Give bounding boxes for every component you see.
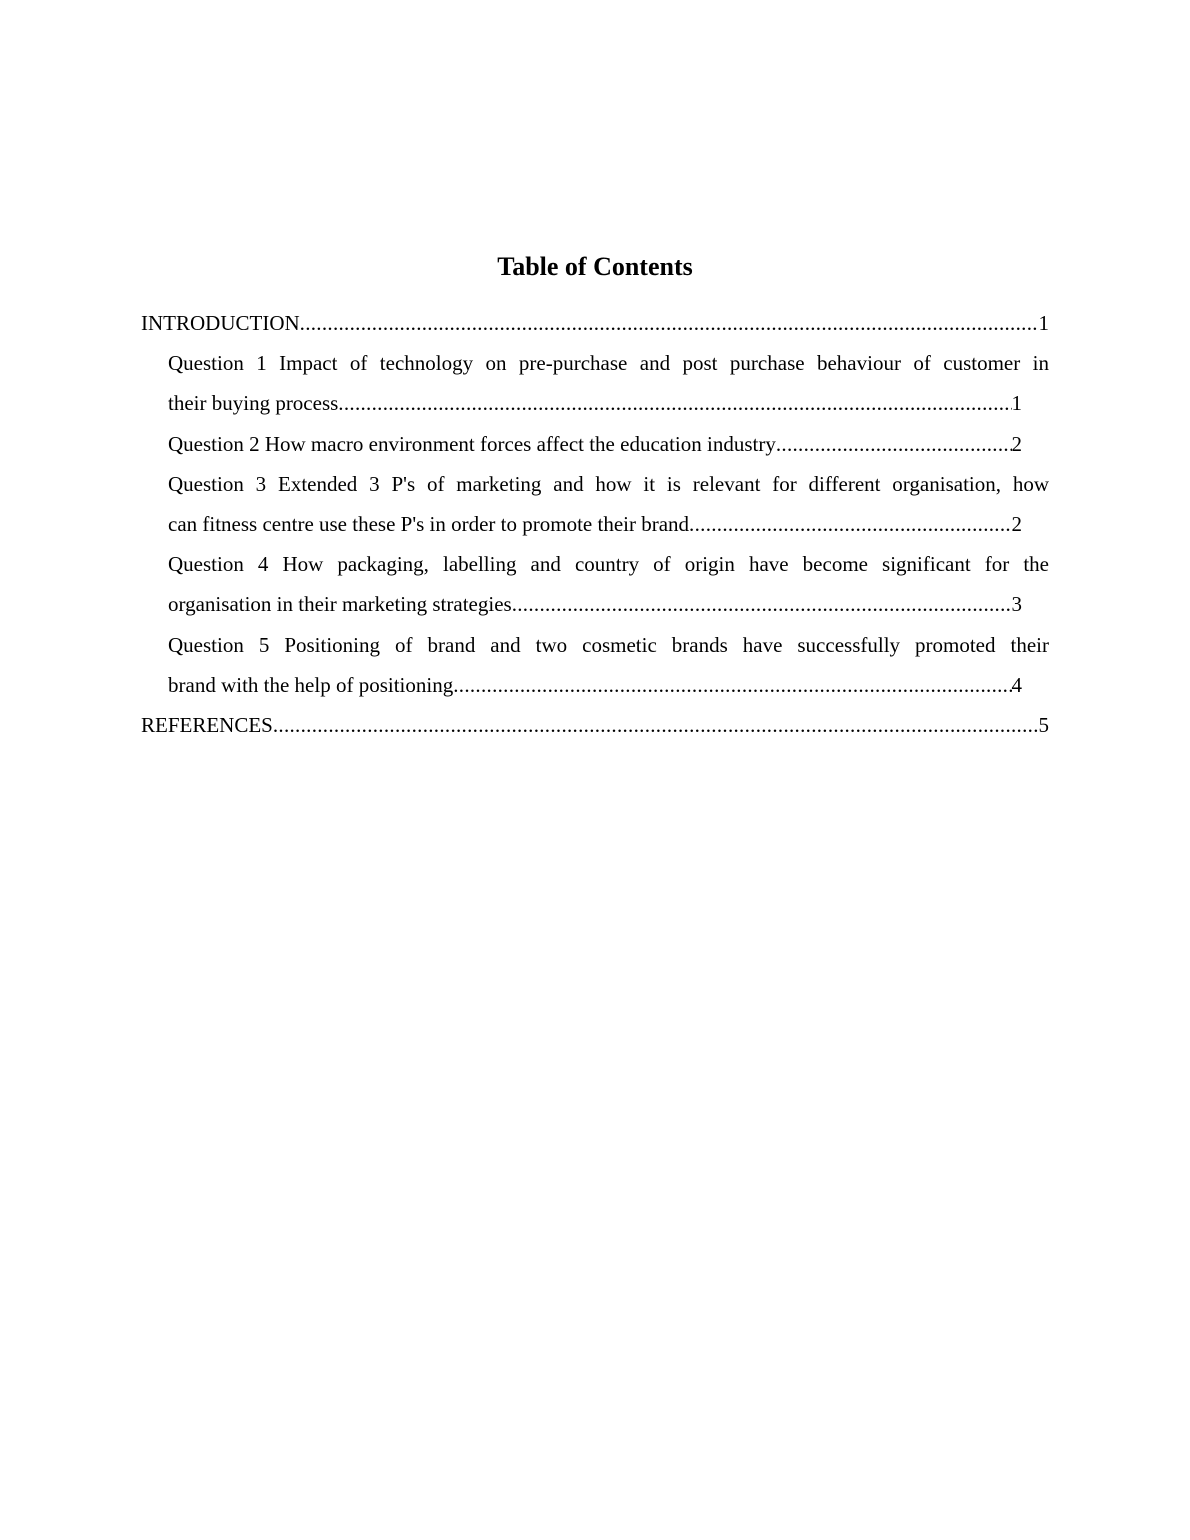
table-of-contents bbox=[141, 303, 1049, 745]
toc-entry-line bbox=[168, 424, 1022, 464]
dot-leader bbox=[776, 424, 1012, 464]
toc-entry-text: INTRODUCTION bbox=[141, 311, 300, 335]
toc-title: Table of Contents bbox=[497, 252, 693, 281]
toc-entry-text: can fitness centre use these P's in order to promote their brand bbox=[168, 511, 690, 536]
toc-page-number: 1 bbox=[1038, 311, 1049, 335]
toc-entry-question-5[interactable] bbox=[168, 625, 1049, 705]
toc-entry-question-4[interactable] bbox=[168, 544, 1049, 624]
dot-leader bbox=[300, 303, 1039, 343]
toc-entry-text: brand with the help of positioning bbox=[168, 672, 454, 697]
toc-entry-text: organisation in their marketing strategies bbox=[168, 592, 512, 617]
toc-entry-introduction[interactable] bbox=[141, 303, 1049, 343]
toc-entry-text: Question 2 How macro environment forces affect the education industry bbox=[168, 431, 776, 456]
toc-page-number: 2 bbox=[1011, 431, 1022, 456]
toc-entry-line bbox=[168, 383, 1022, 423]
toc-entry-line bbox=[168, 504, 1022, 544]
toc-entry-line: Question 3 Extended 3 P's of marketing and how it is relevant for different organisation, how bbox=[168, 471, 1049, 496]
toc-entry-references[interactable] bbox=[141, 705, 1049, 745]
dot-leader bbox=[453, 665, 1011, 705]
toc-entry-line bbox=[168, 665, 1022, 705]
toc-entry-text: REFERENCES bbox=[141, 712, 273, 737]
toc-entry-question-1[interactable] bbox=[168, 343, 1049, 423]
toc-entry-line bbox=[168, 584, 1022, 624]
toc-entry-question-3[interactable] bbox=[168, 464, 1049, 544]
toc-page-number: 3 bbox=[1011, 592, 1022, 617]
toc-entry-question-2[interactable] bbox=[168, 424, 1049, 464]
toc-entry-line: Question 5 Positioning of brand and two cosmetic brands have successfully promoted their bbox=[168, 632, 1049, 657]
toc-entry-line bbox=[141, 303, 1049, 343]
dot-leader bbox=[512, 584, 1012, 624]
toc-entry-line bbox=[141, 705, 1049, 745]
dot-leader bbox=[689, 504, 1011, 544]
toc-page-number: 4 bbox=[1011, 672, 1022, 697]
toc-page-number: 5 bbox=[1038, 712, 1049, 737]
toc-entry-line: Question 1 Impact of technology on pre-purchase and post purchase behaviour of customer in bbox=[168, 351, 1049, 376]
toc-page-number: 2 bbox=[1011, 511, 1022, 536]
toc-entry-text: their buying process bbox=[168, 391, 339, 416]
dot-leader bbox=[273, 705, 1039, 745]
dot-leader bbox=[338, 383, 1011, 423]
toc-entry-line: Question 4 How packaging, labelling and country of origin have become significant for the bbox=[168, 552, 1049, 577]
toc-page-number: 1 bbox=[1011, 391, 1022, 416]
